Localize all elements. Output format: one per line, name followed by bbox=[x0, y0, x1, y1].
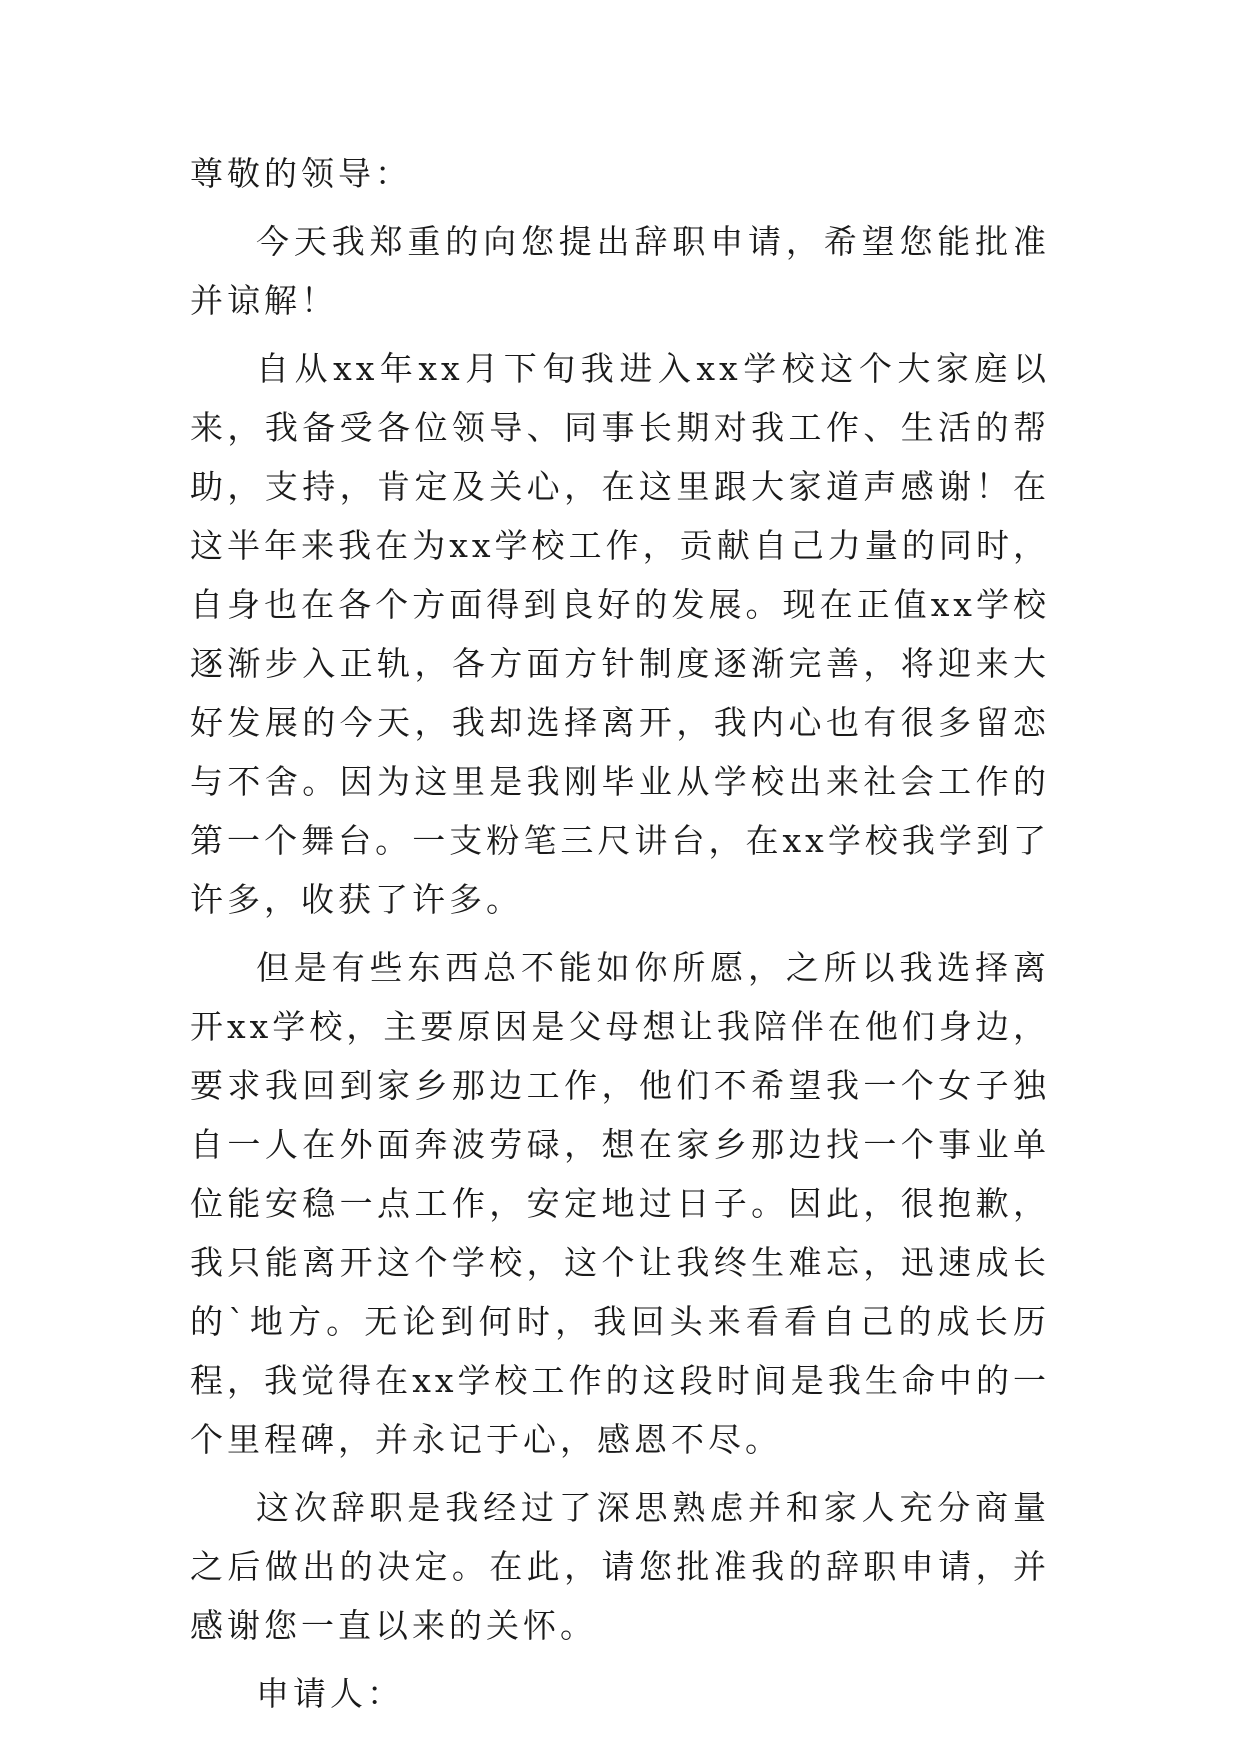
letter-paragraph-closing: 这次辞职是我经过了深思熟虑并和家人充分商量之后做出的决定。在此，请您批准我的辞职申请，并感谢您一直以来的关怀。 bbox=[190, 1488, 1050, 1645]
letter-greeting: 尊敬的领导： bbox=[190, 154, 412, 193]
letter-paragraph-reason: 但是有些东西总不能如你所愿，之所以我选择离开xx学校，主要原因是父母想让我陪伴在他们身边，要求我回到家乡那边工作，他们不希望我一个女子独自一人在外面奔波劳碌，想在家乡那边找一个事业单位能安稳一点工作，安定地过日子。因此，很抱歉，我只能离开这个学校，这个让我终生难忘，迅速成长的`地方。无论到何时，我回头来看看自己的成长历程，我觉得在xx学校工作的这段时间是我生命中的一个里程碑，并永记于心，感恩不尽。 bbox=[190, 948, 1050, 1459]
letter-signature: 申请人： bbox=[256, 1674, 404, 1713]
letter-paragraph-gratitude: 自从xx年xx月下旬我进入xx学校这个大家庭以来，我备受各位领导、同事长期对我工作、生活的帮助，支持，肯定及关心，在这里跟大家道声感谢！在这半年来我在为xx学校工作，贡献自己力量的同时，自身也在各个方面得到良好的发展。现在正值xx学校逐渐步入正轨，各方面方针制度逐渐完善，将迎来大好发展的今天，我却选择离开，我内心也有很多留恋与不舍。因为这里是我刚毕业从学校出来社会工作的第一个舞台。一支粉笔三尺讲台，在xx学校我学到了许多，收获了许多。 bbox=[190, 349, 1050, 919]
letter-paragraph-request: 今天我郑重的向您提出辞职申请，希望您能批准并谅解！ bbox=[190, 222, 1050, 320]
letter-body bbox=[190, 144, 1050, 1723]
